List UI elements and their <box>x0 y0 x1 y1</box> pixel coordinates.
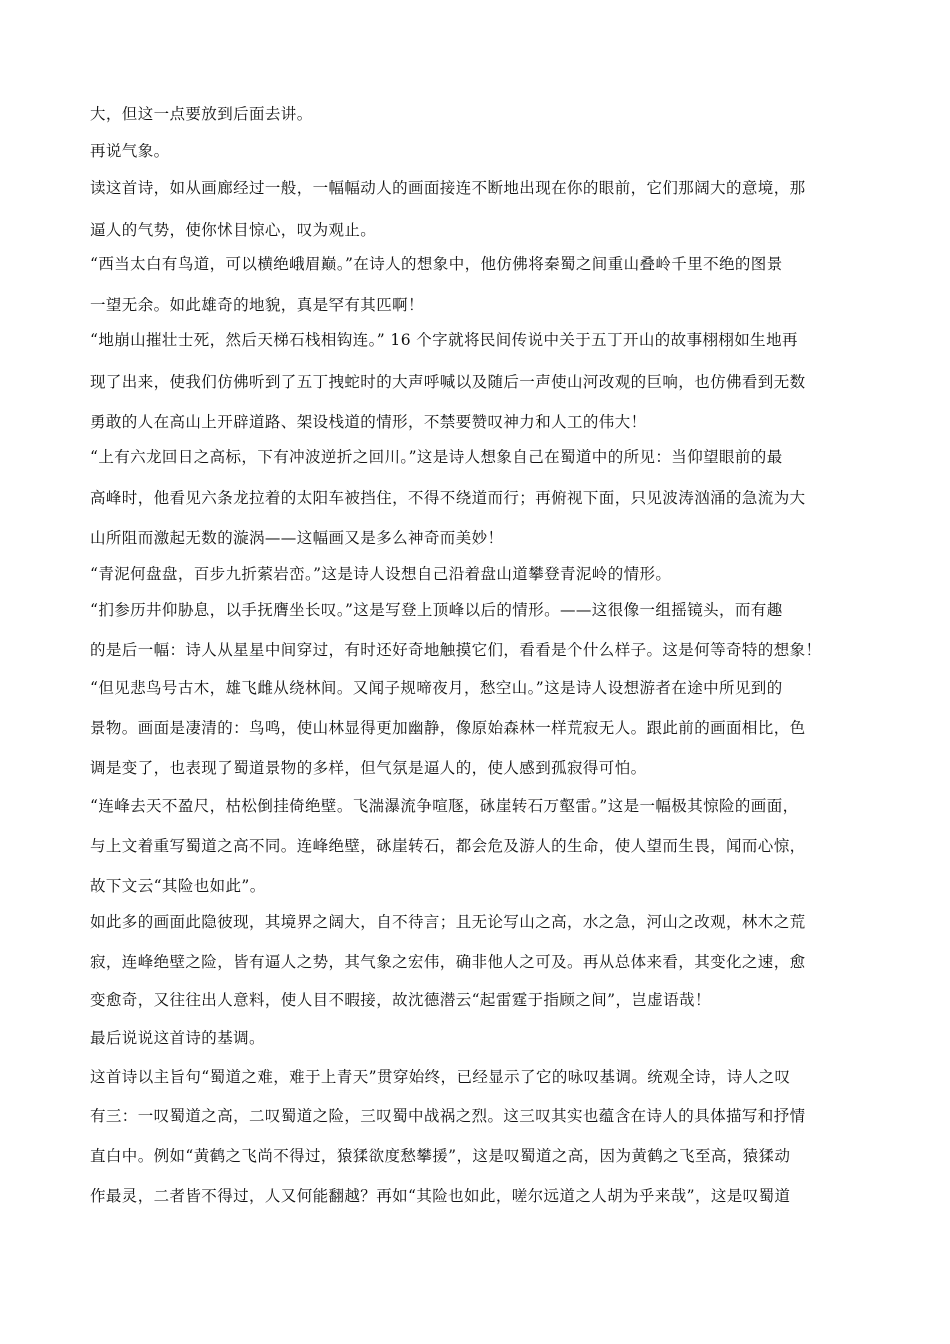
text-line: 这首诗以主旨句“蜀道之难，难于上青天”贯穿始终，已经显示了它的咏叹基调。统观全诗，诗人之叹 <box>90 1068 791 1086</box>
text-line: 高峰时，他看见六条龙拉着的太阳车被挡住，不得不绕道而行；再俯视下面，只见波涛汹涌的急流为大 <box>90 489 806 507</box>
text-line: 大，但这一点要放到后面去讲。 <box>90 105 313 123</box>
text-line: 作最灵，二者皆不得过，人又何能翻越？再如“其险也如此，嗟尔远道之人胡为乎来哉”，这是叹蜀道 <box>90 1187 791 1205</box>
text-line: 山所阻而激起无数的漩涡——这幅画又是多么神奇而美妙！ <box>90 529 504 547</box>
text-line: 寂，连峰绝壁之险，皆有逼人之势，其气象之宏伟，确非他人之可及。再从总体来看，其变化之速，愈 <box>90 953 806 971</box>
text-line: 直白中。例如“黄鹤之飞尚不得过，猿猱欲度愁攀援”，这是叹蜀道之高，因为黄鹤之飞至高，猿猱动 <box>90 1147 791 1165</box>
text-line: 读这首诗，如从画廊经过一般，一幅幅动人的画面接连不断地出现在你的眼前，它们那阔大的意境，那 <box>90 179 806 197</box>
text-line: 现了出来，使我们仿佛听到了五丁拽蛇时的大声呼喊以及随后一声使山河改观的巨响，也仿佛看到无数 <box>90 373 806 391</box>
text-line: 最后说说这首诗的基调。 <box>90 1029 265 1047</box>
text-line: 故下文云“其险也如此”。 <box>90 877 266 895</box>
text-line: 再说气象。 <box>90 142 170 160</box>
text-line: 有三：一叹蜀道之高，二叹蜀道之险，三叹蜀中战祸之烈。这三叹其实也蕴含在诗人的具体描写和抒情 <box>90 1107 806 1125</box>
text-line: “上有六龙回日之高标，下有冲波逆折之回川。”这是诗人想象自己在蜀道中的所见：当仰望眼前的最 <box>90 448 783 466</box>
text-line: “扪参历井仰胁息，以手抚膺坐长叹。”这是写登上顶峰以后的情形。——这很像一组摇镜头，而有趣 <box>90 601 783 619</box>
text-line: 勇敢的人在高山上开辟道路、架设栈道的情形，不禁要赞叹神力和人工的伟大！ <box>90 413 647 431</box>
text-line: 与上文着重写蜀道之高不同。连峰绝壁，砯崖转石，都会危及游人的生命，使人望而生畏，闻而心惊， <box>90 837 806 855</box>
text-line: 变愈奇，又往往出人意料，使人目不暇接，故沈德潜云“起雷霆于指顾之间”，岂虚语哉！ <box>90 991 711 1009</box>
text-line: “连峰去天不盈尺，枯松倒挂倚绝壁。飞湍瀑流争喧豗，砯崖转石万壑雷。”这是一幅极其惊险的画面， <box>90 797 799 815</box>
text-line: 一望无余。如此雄奇的地貌，真是罕有其匹啊！ <box>90 296 424 314</box>
text-line: 的是后一幅：诗人从星星中间穿过，有时还好奇地触摸它们，看看是个什么样子。这是何等奇特的想象！ <box>90 641 822 659</box>
text-line: “青泥何盘盘，百步九折萦岩峦。”这是诗人设想自己沿着盘山道攀登青泥岭的情形。 <box>90 565 672 583</box>
text-line: 景物。画面是凄清的：鸟鸣，使山林显得更加幽静，像原始森林一样荒寂无人。跟此前的画面相比，色 <box>90 719 806 737</box>
text-line: “西当太白有鸟道，可以横绝峨眉巅。”在诗人的想象中，他仿佛将秦蜀之间重山叠岭千里不绝的图景 <box>90 255 783 273</box>
text-line: 调是变了，也表现了蜀道景物的多样，但气氛是逼人的，使人感到孤寂得可怕。 <box>90 759 647 777</box>
text-line: “地崩山摧壮士死，然后天梯石栈相钩连。” 16 个字就将民间传说中关于五丁开山的故事栩栩如生地再 <box>90 331 798 349</box>
text-line: 如此多的画面此隐彼现，其境界之阔大，自不待言；且无论写山之高，水之急，河山之改观，林木之荒 <box>90 913 806 931</box>
text-line: 逼人的气势，使你怵目惊心，叹为观止。 <box>90 221 377 239</box>
text-line: “但见悲鸟号古木，雄飞雌从绕林间。又闻子规啼夜月，愁空山。”这是诗人设想游者在途中所见到的 <box>90 679 783 697</box>
